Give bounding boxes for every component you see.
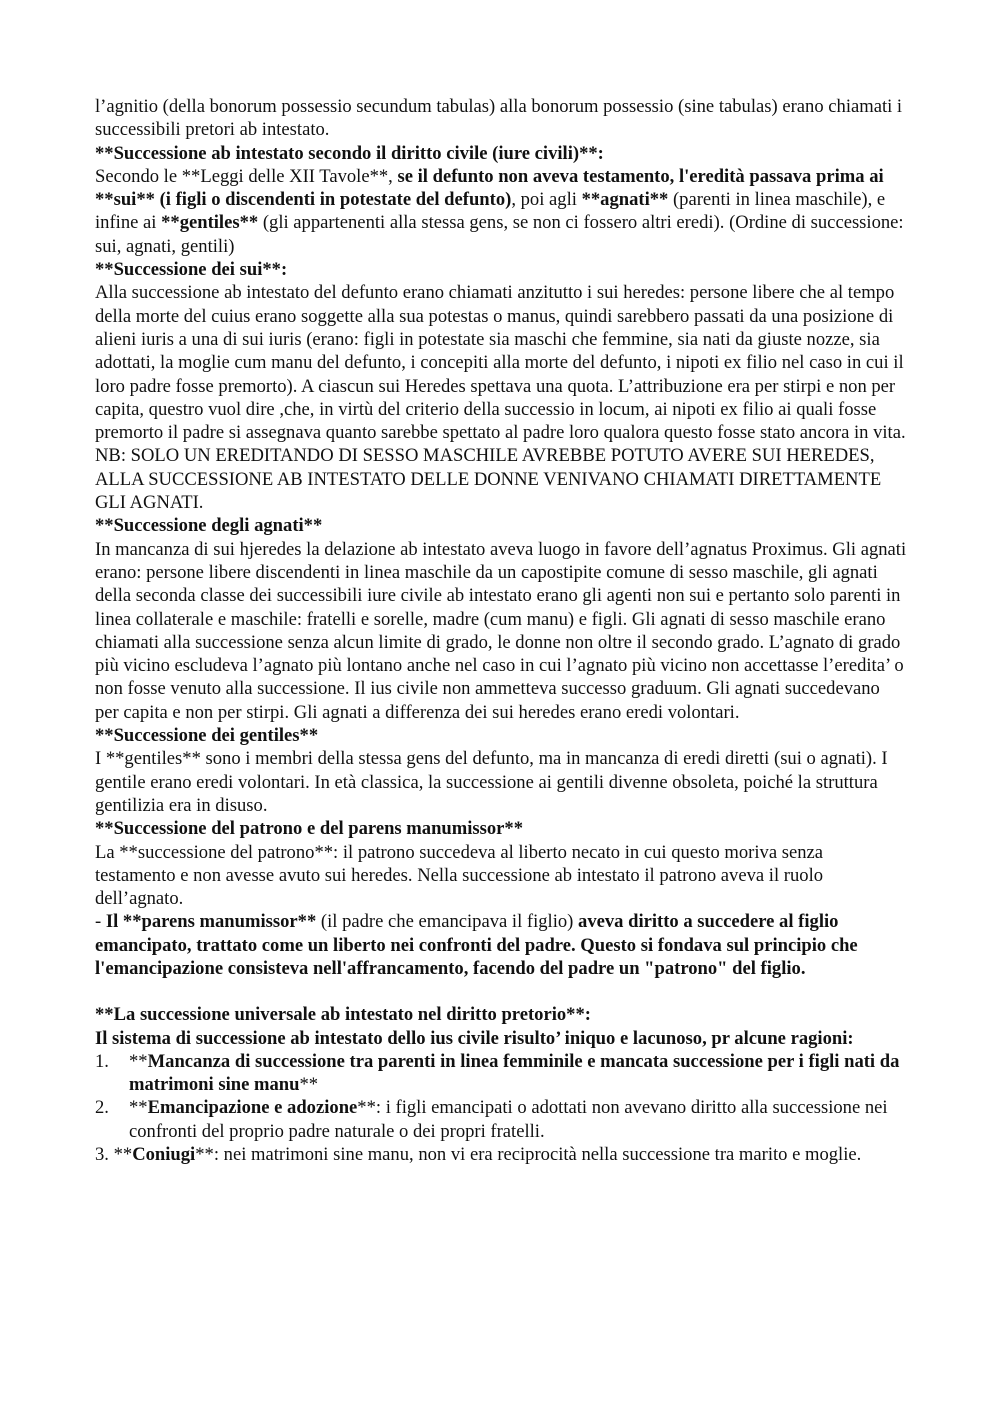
paragraph-parens-manumissor: - Il **parens manumissor** (il padre che emancipava il figlio) aveva diritto a succedere al figlio emancipato, trattato come un liberto nei confronti del padre. Questo si fondava sul principio che l'emancipazione consisteva nell'affrancamento, facendo del padre un "patrono" del figlio. [95, 911, 858, 979]
paragraph-patrono: La **successione del patrono**: il patrono succedeva al liberto necato in cui questo moriva senza testamento e non avesse avuto sui heredes. Nella successione ab intestato il patrono aveva il ruolo dell’agnato. [95, 841, 824, 910]
list-text: **Mancanza di successione tra parenti in linea femminile e mancata successione per i figli nati da matrimoni sine manu** [129, 1050, 900, 1096]
heading-successione-patrono: **Successione del patrono e del parens manumissor** [95, 818, 524, 840]
heading-successione-iure-civili: **Successione ab intestato secondo il diritto civile (iure civili)**: [95, 142, 604, 164]
list-item-coniugi: 3. **Coniugi**: nei matrimoni sine manu, non vi era reciprocità nella successione tra marito e moglie. [95, 1144, 862, 1166]
heading-successione-agnati: **Successione degli agnati** [95, 515, 323, 537]
heading-successione-gentiles: **Successione dei gentiles** [95, 725, 319, 747]
list-number: 1. [95, 1050, 109, 1072]
paragraph-pretorio-lead: Il sistema di successione ab intestato dello ius civile risulto’ iniquo e lacunoso, pr alcune ragioni: [95, 1027, 854, 1049]
paragraph-sui: Alla successione ab intestato del defunto erano chiamati anzitutto i sui heredes: persone libere che al tempo della morte del cuius erano soggette alla sua potestas o manus, quindi sarebbero passati da una posizione di alieni iuris a una di sui iuris (erano: figli in potestate sia maschi che femmine, sia nati da giuste nozze, sia adottati, la moglie cum manu del defunto, i concepiti alla morte del defunto, i nipoti ex filio nel caso in cui il loro padre fosse premorto). A ciascun sui Heredes spettava una quota. L’attribuzione era per stirpi e non per capita, questro vuol dire ,che, in virtù del criterio della successio in locum, ai nipoti ex filio ai quali fosse premorto il padre si assegnava quanto sarebbe spettato al padre loro qualora questo fosse stato ancora in vita. NB: SOLO UN EREDITANDO DI SESSO MASCHILE AVREBBE POTUTO AVERE SUI HEREDES, ALLA SUCCESSIONE AB INTESTATO DELLE DONNE VENIVANO CHIAMATI DIRETTAMENTE GLI AGNATI. [95, 282, 906, 514]
list-item [95, 1096, 908, 1143]
blank-line [95, 980, 908, 1003]
list-number: 2. [95, 1097, 109, 1119]
list-text: **Emancipazione e adozione**: i figli emancipati o adottati non avevano diritto alla successione nei confronti del proprio padre naturale o dei propri fratelli. [129, 1097, 888, 1142]
heading-diritto-pretorio: **La successione universale ab intestato nel diritto pretorio**: [95, 1004, 591, 1026]
list-item [95, 1050, 908, 1097]
intro-paragraph: l’agnitio (della bonorum possessio secundum tabulas) alla bonorum possessio (sine tabulas) erano chiamati i successibili pretori ab intestato. [95, 96, 903, 141]
paragraph-agnati: In mancanza di sui hjeredes la delazione ab intestato aveva luogo in favore dell’agnatus Proximus. Gli agnati erano: persone libere discendenti in linea maschile da un capostipite comune di sesso maschile, gli agnati della seconda classe dei successibili iure civile ab intestato erano gli agenti non sui e pertanto solo parenti in linea collaterale e maschile: fratelli e sorelle, madre (cum manu) e figli. Gli agnati di sesso maschile erano chiamati alla successione senza alcun limite di grado, le donne non oltre il secondo grado. L’agnato di grado più vicino escludeva l’agnato più lontano anche nel caso in cui l’agnato più vicino non accettasse l’eredita’ o non fosse venuto alla successione. Il ius civile non ammetteva successo graduum. Gli agnati succedevano per capita e non per stirpi. Gli agnati a differenza dei sui heredes erano eredi volontari. [95, 538, 907, 723]
heading-successione-sui: **Successione dei sui**: [95, 259, 288, 281]
paragraph-gentiles: I **gentiles** sono i membri della stessa gens del defunto, ma in mancanza di eredi diretti (sui o agnati). I gentile erano eredi volontari. In età classica, la successione ai gentili divenne obsoleta, poiché la struttura gentilizia era in disuso. [95, 748, 888, 816]
paragraph-iure-civili: Secondo le **Leggi delle XII Tavole**, se il defunto non aveva testamento, l'eredità passava prima ai **sui** (i figli o discendenti in potestate del defunto), poi agli **agnati** (parenti in linea maschile), e infine ai **gentiles** (gli appartenenti alla stessa gens, se non ci fossero altri eredi). (Ordine di successione: sui, agnati, gentili) [95, 165, 904, 257]
